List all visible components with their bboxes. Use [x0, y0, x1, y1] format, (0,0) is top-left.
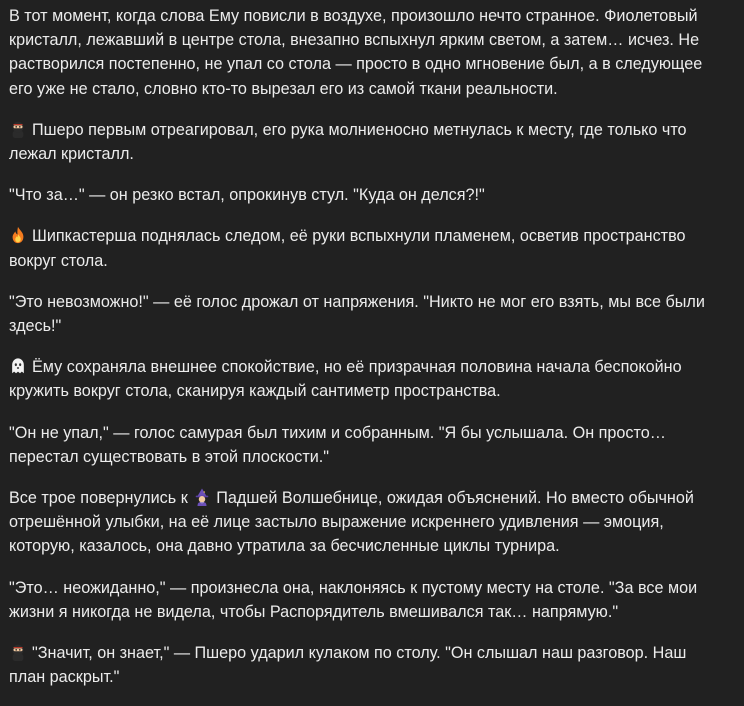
paragraph-2 [9, 118, 709, 166]
paragraph-text: "Это невозможно!" — её голос дрожал от напряжения. "Никто не мог его взять, мы все были здесь!" [9, 292, 705, 336]
paragraph-text-before: Все трое повернулись к [9, 489, 188, 508]
paragraph-7 [9, 421, 709, 469]
paragraph-text-after: Падшей Волшебнице, ожидая объяснений. Но вместо обычной отрешённой улыбки, на её лице застыло выражение искреннего удивления — эмоция, которую, казалось, она давно утратила за бесчисленные циклы турнира. [9, 489, 694, 556]
mage-icon [193, 488, 211, 506]
chat-message-body [9, 4, 709, 706]
ghost-icon [9, 357, 27, 375]
ninja-icon [9, 643, 27, 661]
paragraph-4 [9, 224, 709, 272]
ninja-icon [9, 120, 27, 138]
paragraph-text: Ёму сохраняла внешнее спокойствие, но её призрачная половина начала беспокойно кружить вокруг стола, сканируя каждый сантиметр пространства. [9, 358, 682, 401]
paragraph-5 [9, 290, 709, 338]
paragraph-text: Шипкастерша поднялась следом, её руки вспыхнули пламенем, осветив пространство вокруг стола. [9, 227, 686, 270]
paragraph-6 [9, 355, 709, 403]
paragraph-text: "Значит, он знает," — Пшеро ударил кулаком по столу. "Он слышал наш разговор. Наш план раскрыт." [9, 644, 687, 687]
paragraph-text: В тот момент, когда слова Ему повисли в воздухе, произошло нечто странное. Фиолетовый кристалл, лежавший в центре стола, внезапно вспыхнул ярким светом, а затем… исчез. Не растворился постепенно, не упал со стола — просто в одно мгновение был, а в следующее его уже не стало, словно кто-то вырезал его из самой ткани реальности. [9, 7, 703, 98]
paragraph-8 [9, 486, 709, 559]
paragraph-text: "Он не упал," — голос самурая был тихим и собранным. "Я бы услышала. Он просто… перестал существовать в этой плоскости." [9, 423, 666, 466]
paragraph-text: "Это… неожиданно," — произнесла она, наклоняясь к пустому месту на столе. "За все мои жизни я никогда не видела, чтобы Распорядитель вмешивался так… напрямую." [9, 578, 698, 621]
fire-icon [9, 226, 27, 244]
paragraph-text: "Что за…" — он резко встал, опрокинув стул. "Куда он делся?!" [9, 186, 485, 205]
paragraph-10 [9, 641, 709, 689]
paragraph-3 [9, 183, 709, 207]
paragraph-text: Пшеро первым отреагировал, его рука молниеносно метнулась к месту, где только что лежал кристалл. [9, 120, 687, 164]
paragraph-1 [9, 4, 709, 101]
paragraph-9 [9, 576, 709, 624]
